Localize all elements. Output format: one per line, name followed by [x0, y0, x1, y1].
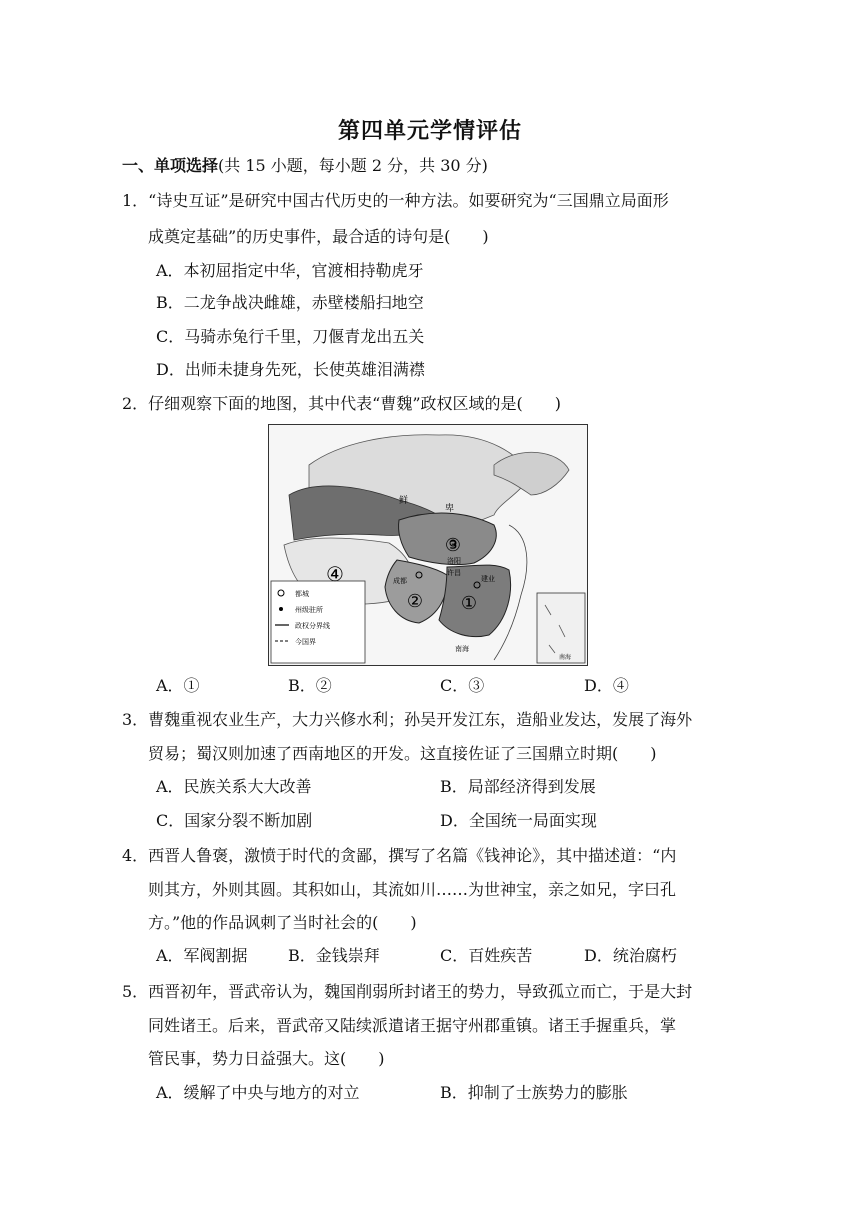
- map-label-chengdu: 成都: [393, 577, 407, 585]
- q1-stem-line2: 成奠定基础”的历史事件，最合适的诗句是( ): [148, 227, 489, 246]
- map-mark-4: ④: [326, 562, 344, 586]
- q1-option-a: A．本初屈指定中华，官渡相持勒虎牙: [156, 261, 424, 280]
- section-head: 一、单项选择: [122, 156, 219, 175]
- map-label-xianbei-1: 鲜: [399, 496, 409, 506]
- q2-stem-line1: 2．仔细观察下面的地图，其中代表“曹魏”政权区域的是( ): [122, 394, 562, 413]
- q2-option-b: B．②: [288, 676, 332, 695]
- section-note: (共 15 小题，每小题 2 分，共 30 分): [218, 156, 488, 175]
- map-mark-3: ③: [444, 535, 462, 556]
- q4-stem-line2: 则其方，外则其圆。其积如山，其流如川……为世神宝，亲之如兄，字曰孔: [148, 880, 677, 899]
- q4-option-a: A．军阀割据: [156, 946, 248, 965]
- map-label-xuchang: 许昌: [447, 569, 461, 577]
- q3-stem-line1: 3．曹魏重视农业生产，大力兴修水利；孙吴开发江东，造船业发达，发展了海外: [122, 710, 693, 729]
- legend-national-border: 今国界: [295, 638, 316, 646]
- map-mark-1: ①: [460, 593, 478, 614]
- q4-stem-line1: 4．西晋人鲁褒，激愤于时代的贪鄙，撰写了名篇《钱神论》，其中描述道：“内: [122, 846, 677, 865]
- q5-stem-line3: 管民事，势力日益强大。这( ): [148, 1049, 385, 1068]
- legend-prefecture: 州级驻所: [295, 606, 323, 614]
- map-label-xianbei-2: 卑: [445, 504, 455, 514]
- q1-option-d: D．出师未捷身先死，长使英雄泪满襟: [156, 360, 425, 379]
- q2-option-a: A．①: [156, 676, 200, 695]
- q1-option-b: B．二龙争战决雌雄，赤壁楼船扫地空: [156, 293, 424, 312]
- map-drawing: [269, 425, 587, 665]
- q5-stem-line1: 5．西晋初年，晋武帝认为，魏国削弱所封诸王的势力，导致孤立而亡，于是大封: [122, 982, 693, 1001]
- map-label-nanhai: 南海: [455, 645, 469, 653]
- q5-option-a: A．缓解了中央与地方的对立: [156, 1083, 360, 1102]
- q3-option-b: B．局部经济得到发展: [440, 777, 596, 796]
- q3-stem-line2: 贸易；蜀汉则加速了西南地区的开发。这直接佐证了三国鼎立时期( ): [148, 744, 657, 763]
- q4-option-c: C．百姓疾苦: [440, 946, 533, 965]
- q3-option-d: D．全国统一局面实现: [440, 811, 597, 830]
- q2-option-c: C．③: [440, 676, 485, 695]
- q4-option-b: B．金钱崇拜: [288, 946, 380, 965]
- legend-capital: 都城: [295, 590, 309, 598]
- q5-stem-line2: 同姓诸王。后来，晋武帝又陆续派遣诸王据守州郡重镇。诸王手握重兵，掌: [148, 1016, 677, 1035]
- q1-stem-line1: 1．“诗史互证”是研究中国古代历史的一种方法。如要研究为“三国鼎立局面形: [122, 191, 669, 210]
- map-label-inset: 南海: [559, 654, 572, 661]
- q3-option-c: C．国家分裂不断加剧: [156, 811, 313, 830]
- q1-option-c: C．马骑赤兔行千里，刀偃青龙出五关: [156, 327, 425, 346]
- section-heading: [122, 156, 488, 176]
- map-mark-2: ②: [406, 591, 424, 612]
- q2-option-d: D．④: [584, 676, 629, 695]
- map-label-luoyang: 洛阳: [447, 557, 461, 565]
- q4-stem-line3: 方。”他的作品讽刺了当时社会的( ): [148, 913, 417, 932]
- q3-option-a: A．民族关系大大改善: [156, 777, 312, 796]
- q5-option-b: B．抑制了士族势力的膨胀: [440, 1083, 628, 1102]
- page-title: 第四单元学情评估: [337, 119, 522, 144]
- three-kingdoms-map: [268, 424, 588, 666]
- q4-option-d: D．统治腐朽: [584, 946, 677, 965]
- legend-regime-border: 政权分界线: [295, 622, 330, 630]
- map-label-jianye: 建业: [481, 575, 495, 583]
